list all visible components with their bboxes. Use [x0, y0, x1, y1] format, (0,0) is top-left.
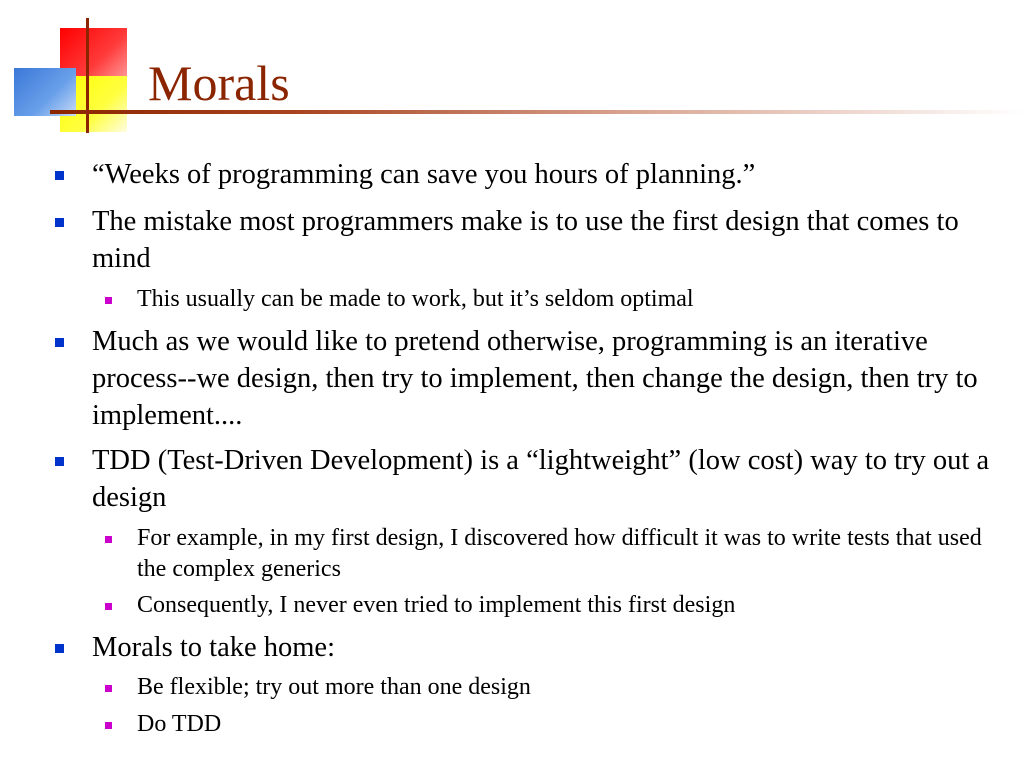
- bullet-text: TDD (Test-Driven Development) is a “lightweight” (low cost) way to try out a design: [92, 445, 990, 513]
- square-bullet-icon: [105, 685, 112, 692]
- blue-square-decoration: [14, 68, 76, 116]
- bullet-text: Much as we would like to pretend otherwise, programming is an iterative process--we design, then try to implement, then change the design, then try to implement....: [92, 326, 978, 431]
- sub-bullet-text: Do TDD: [137, 711, 222, 737]
- square-bullet-icon: [105, 722, 112, 729]
- bullet-item: [92, 203, 992, 277]
- square-bullet-icon: [105, 536, 112, 543]
- square-bullet-icon: [55, 457, 64, 466]
- square-bullet-icon: [55, 171, 64, 180]
- sub-bullet-item: [137, 672, 997, 703]
- vertical-rule-decoration: [86, 18, 89, 133]
- sub-bullet-text: This usually can be made to work, but it’s seldom optimal: [137, 286, 694, 312]
- sub-bullet-text: Consequently, I never even tried to implement this first design: [137, 592, 736, 618]
- square-bullet-icon: [105, 603, 112, 610]
- sub-bullet-text: Be flexible; try out more than one design: [137, 674, 531, 700]
- slide-logo: [0, 0, 160, 140]
- square-bullet-icon: [105, 297, 112, 304]
- sub-bullet-item: [137, 523, 997, 585]
- square-bullet-icon: [55, 644, 64, 653]
- bullet-item: [92, 442, 992, 516]
- bullet-item: [92, 629, 992, 666]
- square-bullet-icon: [55, 218, 64, 227]
- bullet-text: Morals to take home:: [92, 632, 335, 663]
- bullet-text: The mistake most programmers make is to use the first design that comes to mind: [92, 206, 959, 274]
- sub-bullet-item: [137, 590, 997, 621]
- bullet-item: [92, 323, 992, 434]
- sub-bullet-text: For example, in my first design, I discovered how difficult it was to write tests that used the complex generics: [137, 525, 982, 582]
- square-bullet-icon: [55, 338, 64, 347]
- bullet-text: “Weeks of programming can save you hours of planning.”: [92, 159, 756, 190]
- sub-bullet-item: [137, 709, 997, 740]
- slide-title: Morals: [148, 55, 290, 111]
- bullet-item: [92, 156, 992, 193]
- sub-bullet-item: [137, 284, 997, 315]
